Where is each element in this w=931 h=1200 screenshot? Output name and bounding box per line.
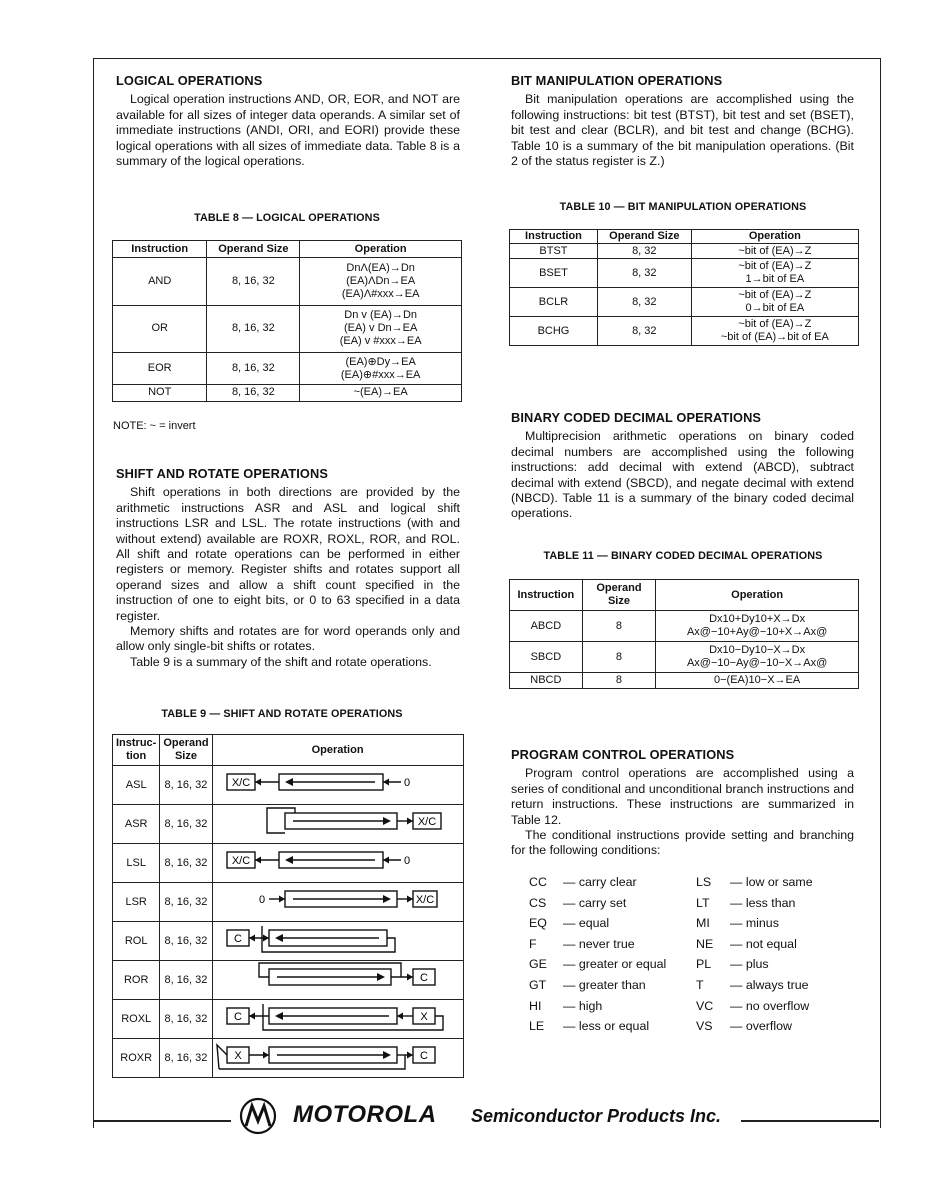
table9-header: Operand Size — [160, 735, 212, 766]
table-row — [113, 385, 462, 402]
condition-row — [696, 873, 813, 892]
bcd-body: Multiprecision arithmetic operations on binary coded decimal numbers are accomplished using the following instructions: add decimal with extend (ABCD), subtract decimal with extend (SBCD), and negate decimal with extend (NBCD). Table 11 is a summary of the binary coded decimal operations. — [511, 429, 854, 521]
condition-row — [696, 1017, 813, 1036]
condition-description: — minus — [730, 916, 779, 931]
instruction-cell: ROXL — [113, 1000, 160, 1039]
x-flag-box-label: X — [419, 1011, 428, 1023]
operation-line: 0→bit of EA — [745, 302, 805, 314]
shift-heading: SHIFT AND ROTATE OPERATIONS — [116, 466, 328, 481]
shift-diagram-cell — [212, 766, 463, 805]
instruction-cell: SBCD — [510, 642, 583, 673]
condition-code: LE — [529, 1019, 545, 1034]
lsr-diagram — [213, 883, 463, 917]
instruction-cell: NOT — [113, 385, 207, 402]
footer-division: Semiconductor Products Inc. — [471, 1106, 722, 1126]
program-p1: Program control operations are accomplished using a series of conditional and unconditional branch instructions and return instructions. These instructions are summarized in Table 12. — [511, 766, 854, 827]
condition-row — [529, 976, 666, 995]
table9-header: Instruc-tion — [113, 735, 160, 766]
arrowhead-icon — [407, 974, 413, 981]
asr-diagram — [213, 805, 463, 839]
operation-line: 1→bit of EA — [745, 273, 805, 285]
program-heading: PROGRAM CONTROL OPERATIONS — [511, 747, 735, 762]
instruction-cell: ASR — [113, 805, 160, 844]
condition-description: — never true — [563, 936, 635, 951]
condition-row — [696, 894, 813, 913]
arrowhead-icon — [383, 779, 389, 786]
operation-line: Dx10−Dy10−X→Dx — [709, 644, 806, 656]
instruction-cell: BCHG — [510, 317, 598, 346]
operand-size-cell: 8, 16, 32 — [207, 258, 300, 306]
condition-description: — always true — [730, 977, 809, 992]
program-section — [511, 747, 854, 859]
bit-section — [511, 73, 854, 169]
operation-line: Ax@−10+Ay@−10+X→Ax@ — [686, 626, 828, 638]
table11-title: TABLE 11 — BINARY CODED DECIMAL OPERATIONS — [543, 550, 823, 562]
condition-description: — equal — [563, 916, 610, 931]
shift-p1: Shift operations in both directions are provided by the arithmetic instructions ASR and ASL and logical shift instructions LSR and LSL. The rotate instructions (with and without extend) available are ROXR, ROXL, ROR, and ROL. All shift and rotate operations can be performed in either registers or memory. Register shifts and rotates support all operand sizes and allow a shift count specified in the instruction of one to eight bits, or 0 to 63 specified in a data register. — [116, 485, 460, 623]
operation-line: DnΛ(EA)→Dn — [346, 261, 415, 274]
table8-header: Operation — [300, 241, 462, 258]
xc-flag-box-label: X/C — [231, 855, 250, 867]
condition-row — [696, 997, 813, 1016]
arrowhead-icon — [407, 896, 413, 903]
instruction-cell: NBCD — [510, 673, 583, 689]
condition-row — [529, 873, 666, 892]
condition-row — [529, 894, 666, 913]
table-row — [113, 961, 464, 1000]
condition-row — [529, 997, 666, 1016]
shift-diagram-cell — [212, 844, 463, 883]
conditions-left — [527, 871, 668, 1038]
table-row — [113, 353, 462, 385]
table-row — [510, 611, 859, 642]
condition-row — [696, 914, 813, 933]
logical-body: Logical operation instructions AND, OR, EOR, and NOT are available for all sizes of integer data operands. A similar set of immediate instructions (ANDI, ORI, and EORI) provide these logical operations with all sizes of immediate data. Table 8 is a summary of the logical operations. — [116, 92, 460, 169]
condition-description: — carry set — [563, 895, 627, 910]
table-row — [113, 1000, 464, 1039]
operation-line: ~bit of (EA)→bit of EA — [720, 331, 829, 343]
operand-size-cell: 8, 32 — [597, 317, 691, 346]
instruction-cell: ROR — [113, 961, 160, 1000]
condition-description: — plus — [730, 957, 769, 972]
condition-row — [529, 955, 666, 974]
shift-diagram-cell — [212, 922, 463, 961]
instruction-cell: BCLR — [510, 288, 598, 317]
operation-cell — [656, 611, 859, 642]
zero-label: 0 — [258, 894, 265, 906]
operation-line: (EA) v #xxx→EA — [339, 335, 422, 348]
table9-title: TABLE 9 — SHIFT AND ROTATE OPERATIONS — [161, 708, 403, 720]
condition-code: LS — [696, 875, 712, 889]
operand-size-cell: 8, 16, 32 — [160, 961, 212, 1000]
condition-description: — less or equal — [563, 1019, 650, 1034]
conditions-right — [694, 871, 815, 1038]
condition-description: — overflow — [730, 1019, 792, 1034]
arrowhead-icon — [407, 1052, 413, 1059]
instruction-cell: ASL — [113, 766, 160, 805]
table10 — [509, 229, 859, 346]
instruction-cell: BTST — [510, 244, 598, 259]
footer-rule-left — [93, 1120, 231, 1122]
instruction-cell: BSET — [510, 259, 598, 288]
condition-description: — less than — [730, 895, 796, 910]
table10-title: TABLE 10 — BIT MANIPULATION OPERATIONS — [559, 201, 807, 213]
operation-cell — [691, 259, 858, 288]
table8-note: NOTE: ~ = invert — [113, 420, 196, 432]
operand-size-cell: 8, 16, 32 — [160, 922, 212, 961]
operand-size-cell: 8, 16, 32 — [160, 766, 212, 805]
condition-code: F — [529, 936, 537, 951]
table-row — [113, 922, 464, 961]
asl-diagram — [213, 766, 463, 800]
ror-diagram — [213, 961, 463, 995]
table-row — [510, 288, 859, 317]
condition-code: VS — [696, 1019, 713, 1034]
footer-brand: MOTOROLA — [293, 1101, 437, 1128]
condition-code: T — [696, 977, 704, 992]
logical-section — [116, 73, 460, 169]
table-row — [113, 844, 464, 883]
shift-diagram-cell — [212, 961, 463, 1000]
bit-body: Bit manipulation operations are accomplished using the following instructions: bit test (BTST), bit test and set (BSET), bit test and clear (BCLR), and bit test and change (BCHG). Table 10 is a summary of the bit manipulation operations. (Bit 2 of the status register is Z.) — [511, 92, 854, 169]
shift-diagram-cell — [212, 1039, 463, 1078]
table8 — [112, 240, 462, 402]
table-row — [510, 317, 859, 346]
table-row — [510, 642, 859, 673]
operation-line: ~bit of (EA)→Z — [738, 244, 812, 257]
instruction-cell: LSL — [113, 844, 160, 883]
operation-cell — [691, 288, 858, 317]
condition-code: PL — [696, 957, 712, 972]
operation-line: Ax@−10−Ay@−10−X→Ax@ — [686, 657, 828, 669]
condition-code: GT — [529, 977, 547, 992]
operation-line: (EA)⊕Dy→EA — [345, 355, 416, 368]
condition-description: — not equal — [730, 936, 797, 951]
shift-p3: Table 9 is a summary of the shift and rotate operations. — [130, 654, 432, 669]
operation-cell — [656, 673, 859, 689]
table10-header: Operand Size — [597, 230, 691, 244]
operand-size-cell: 8, 16, 32 — [160, 1039, 212, 1078]
arrowhead-icon — [279, 896, 285, 903]
operand-size-cell: 8, 16, 32 — [207, 385, 300, 402]
operation-line: Dx10+Dy10+X→Dx — [709, 613, 806, 625]
operation-line: (EA) v Dn→EA — [343, 322, 418, 335]
instruction-cell: OR — [113, 305, 207, 353]
table-row — [510, 673, 859, 689]
condition-code: GE — [529, 957, 547, 972]
xc-flag-box-label: X/C — [231, 777, 250, 789]
condition-description: — low or same — [730, 875, 813, 889]
operand-size-cell: 8 — [582, 611, 656, 642]
table11-header: Operation — [656, 580, 859, 611]
arrowhead-icon — [263, 1052, 269, 1059]
operation-cell — [300, 385, 462, 402]
condition-row — [529, 1017, 666, 1036]
operation-line: ~bit of (EA)→Z — [738, 289, 812, 301]
condition-description: — greater or equal — [563, 957, 667, 972]
table8-header: Instruction — [113, 241, 207, 258]
table-row — [113, 258, 462, 306]
table-row — [510, 244, 859, 259]
operation-cell — [691, 317, 858, 346]
table9 — [112, 734, 464, 1078]
condition-row — [529, 914, 666, 933]
condition-row — [529, 935, 666, 954]
operand-size-cell: 8, 32 — [597, 259, 691, 288]
operation-line: Dn v (EA)→Dn — [344, 309, 418, 322]
operation-cell — [656, 642, 859, 673]
roxr-diagram — [213, 1039, 463, 1073]
table-row — [113, 305, 462, 353]
arrowhead-icon — [383, 857, 389, 864]
motorola-logo-icon — [239, 1097, 277, 1135]
operand-size-cell: 8 — [582, 673, 656, 689]
operand-size-cell: 8, 16, 32 — [160, 805, 212, 844]
table-row — [510, 259, 859, 288]
table-row — [113, 766, 464, 805]
instruction-cell: ROXR — [113, 1039, 160, 1078]
condition-code: LT — [696, 895, 710, 910]
operation-line: ~(EA)→EA — [353, 386, 408, 399]
footer — [93, 1095, 879, 1135]
operand-size-cell: 8, 16, 32 — [160, 883, 212, 922]
condition-description: — no overflow — [730, 998, 810, 1013]
operation-line: (EA)⊕#xxx→EA — [340, 368, 421, 381]
operand-size-cell: 8, 16, 32 — [160, 844, 212, 883]
arrowhead-icon — [397, 1013, 403, 1020]
condition-description: — greater than — [563, 977, 646, 992]
operation-cell — [691, 244, 858, 259]
operation-line: ~bit of (EA)→Z — [738, 260, 812, 272]
operand-size-cell: 8, 16, 32 — [207, 353, 300, 385]
instruction-cell: ABCD — [510, 611, 583, 642]
footer-rule-right — [741, 1120, 879, 1122]
instruction-cell: EOR — [113, 353, 207, 385]
arrowhead-icon — [255, 857, 261, 864]
condition-code: CS — [529, 895, 547, 910]
bcd-section — [511, 410, 854, 522]
arrowhead-icon — [263, 935, 269, 942]
c-flag-box-label: C — [233, 933, 242, 945]
instruction-cell: ROL — [113, 922, 160, 961]
operand-size-cell: 8, 16, 32 — [207, 305, 300, 353]
condition-description: — carry clear — [563, 875, 637, 889]
arrowhead-icon — [255, 779, 261, 786]
operation-line: (EA)ΛDn→EA — [346, 274, 416, 287]
xc-flag-box-label: X/C — [417, 816, 436, 828]
shift-section — [116, 466, 460, 670]
table11-header: Operand Size — [582, 580, 656, 611]
condition-code: EQ — [529, 916, 547, 931]
operation-cell — [300, 305, 462, 353]
instruction-cell: LSR — [113, 883, 160, 922]
table-row — [113, 1039, 464, 1078]
table-row — [113, 805, 464, 844]
table10-header: Instruction — [510, 230, 598, 244]
condition-code: CC — [529, 875, 547, 889]
shift-p2: Memory shifts and rotates are for word operands only and allow only single-bit shifts or rotates. — [116, 624, 460, 654]
c-flag-box-label: C — [419, 972, 428, 984]
table11 — [509, 579, 859, 689]
program-p2: The conditional instructions provide setting and branching for the following conditions: — [511, 828, 854, 858]
zero-label: 0 — [403, 855, 410, 867]
operation-cell — [300, 353, 462, 385]
condition-row — [696, 976, 813, 995]
condition-description: — high — [563, 998, 603, 1013]
shift-diagram-cell — [212, 883, 463, 922]
table8-title: TABLE 8 — LOGICAL OPERATIONS — [194, 212, 380, 224]
rotate-path — [217, 1045, 227, 1069]
zero-label: 0 — [403, 777, 410, 789]
condition-code: VC — [696, 998, 714, 1013]
table-row — [113, 883, 464, 922]
arrowhead-icon — [249, 935, 255, 942]
bit-heading: BIT MANIPULATION OPERATIONS — [511, 73, 723, 88]
x-flag-box-label: X — [233, 1050, 242, 1062]
xc-flag-box-label: X/C — [415, 894, 434, 906]
condition-code: NE — [696, 936, 714, 951]
logical-heading: LOGICAL OPERATIONS — [116, 73, 263, 88]
operation-line: (EA)Λ#xxx→EA — [341, 287, 420, 300]
operation-cell — [300, 258, 462, 306]
condition-code: HI — [529, 998, 542, 1013]
roxl-diagram — [213, 1000, 463, 1034]
operation-line: 0−(EA)10−X→EA — [714, 674, 801, 686]
shift-diagram-cell — [212, 805, 463, 844]
table10-header: Operation — [691, 230, 858, 244]
operand-size-cell: 8, 32 — [597, 288, 691, 317]
operand-size-cell: 8, 16, 32 — [160, 1000, 212, 1039]
table8-header: Operand Size — [207, 241, 300, 258]
operand-size-cell: 8, 32 — [597, 244, 691, 259]
operand-size-cell: 8 — [582, 642, 656, 673]
table9-header: Operation — [212, 735, 463, 766]
condition-row — [696, 935, 813, 954]
table11-header: Instruction — [510, 580, 583, 611]
bcd-heading: BINARY CODED DECIMAL OPERATIONS — [511, 410, 762, 425]
arrowhead-icon — [249, 1013, 255, 1020]
condition-code: MI — [696, 916, 710, 931]
instruction-cell: AND — [113, 258, 207, 306]
shift-diagram-cell — [212, 1000, 463, 1039]
c-flag-box-label: C — [419, 1050, 428, 1062]
arrowhead-icon — [407, 818, 413, 825]
lsl-diagram — [213, 844, 463, 878]
c-flag-box-label: C — [233, 1011, 242, 1023]
rol-diagram — [213, 922, 463, 956]
operation-line: ~bit of (EA)→Z — [738, 318, 812, 330]
condition-row — [696, 955, 813, 974]
